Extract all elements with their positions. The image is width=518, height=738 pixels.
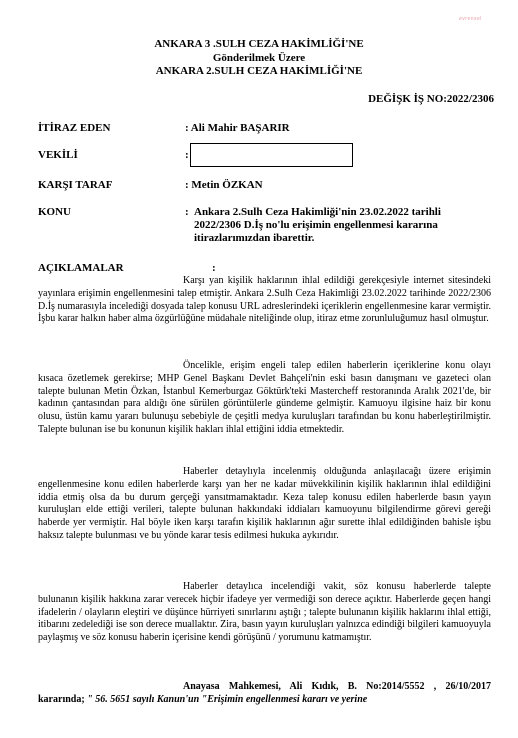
subject-text: Ankara 2.Sulh Ceza Hakimliği'nin 23.02.2022 tarihli 2022/2306 D.İş no'lu erişimin engellenmesi kararına itirazlarımızdan ibarettir. bbox=[194, 206, 441, 244]
subject-colon: : bbox=[185, 206, 189, 218]
explanations-label: AÇIKLAMALAR bbox=[38, 262, 124, 274]
opposing-party-value: : Metin ÖZKAN bbox=[185, 179, 263, 191]
paragraph-1: Karşı yan kişilik haklarının ihlal edildiği gerekçesiyle internet sitesindeki yayınlara erişimin engellenmesini talep etmiştir. Ankara 2.Sulh Ceza Hakimliği 23.02.2022 tarihinde 2022/2306 D.İş numarasıyla incelediği dosyada talep konusu URL adreslerindeki içeriklerin engellenmesine karar vermiştir. İşbu karar halkın haber alma özgürlüğüne müdahale niteliğinde olup, itiraz etme zorunluluğumuz hasıl olmuştur. bbox=[38, 275, 491, 325]
logo: evrensel bbox=[459, 16, 482, 22]
paragraph-2: Öncelikle, erişim engeli talep edilen haberlerin içeriklerine konu olayı kısaca özetlemek gerekirse; MHP Genel Başkanı Devlet Bahçeli'nin eski basın danışmanı ve gazeteci olan talepte bulunan Metin Özkan, İstanbul Kemerburgaz Göktürk'teki Mastercheff restoranında Aralık 2021'de, bir kadının çantasından para aldığı öne sürülen görüntülerle gündeme gelmiştir. Kamuoyu ilgisine haiz bir konu olusu, üstün kamu yararı bulunuşu sebebiyle de çeşitli medya kuruluşları tarafından bu konu haberleştirilmiştir. Talepte bulunan ise bu konunun kişilik hakları ihlal ettiğini iddia etmektedir. bbox=[38, 360, 491, 435]
paragraph-4: Haberler detaylıca incelendiği vakit, söz konusu haberlerde talepte bulunanın kişilik hakkına zarar verecek hiçbir ifadeye yer vermediği son derece açıktır. Haberlerde geçen hangi ifadelerin / olayların eleştiri ve düşünce hürriyeti sınırlarını aştığı ; talepte bulunanın kişilik haklarını ihlal ettiği, itibarını zedelediği ise son derece muallaktır. Zira, basın yayın kuruluşları yalnızca edindiği bilgileri kamuoyuyla paylaşmış ve söz konusu haberin içerisine kendi görüşünü / yorumunu katmamıştır. bbox=[38, 581, 491, 644]
objector-label: İTİRAZ EDEN bbox=[38, 122, 111, 134]
explanations-colon: : bbox=[212, 262, 216, 274]
attorney-colon: : bbox=[185, 149, 189, 161]
attorney-label: VEKİLİ bbox=[38, 149, 78, 161]
court-citation: Anayasa Mahkemesi, Ali Kıdık, B. No:2014/5552 , 26/10/2017 kararında; bbox=[38, 681, 491, 705]
court-heading-1: ANKARA 3 .SULH CEZA HAKİMLİĞİ'NE bbox=[154, 38, 364, 50]
paragraph-5 bbox=[38, 681, 491, 707]
subject-label: KONU bbox=[38, 206, 71, 218]
citation-quote: " 56. 5651 sayılı Kanun'un "Erişimin engellenmesi kararı ve yerine bbox=[84, 693, 368, 705]
court-heading-3: ANKARA 2.SULH CEZA HAKİMLİĞİ'NE bbox=[155, 65, 363, 77]
opposing-party-label: KARŞI TARAF bbox=[38, 179, 113, 191]
objector-value: : Ali Mahir BAŞARIR bbox=[185, 122, 290, 134]
attorney-redaction-box bbox=[190, 143, 353, 167]
paragraph-3: Haberler detaylıyla incelenmiş olduğunda anlaşılacağı üzere erişimin engellenmesine konu edilen haberlerde karşı yan her ne kadar müvekkilinin kişilik haklarının ihlal edildiğini iddia etmiş olsa da bu durum gerçeği yansıtmamaktadır. Keza talep konusu edilen haberlerde basın yayın kuruluşları elde ettiği verileri, talepte bulunan hakkındaki iddiaları kamuoyunu bilgilendirme görevi gereği haberde yer vermiştir. Hal böyle iken karşı tarafın kişilik haklarının ağır surette ihlal edildiğinden bahisle işbu haksız talepte bulunması ve bu yönde karar tesis edilmesi hukuka aykırıdır. bbox=[38, 466, 491, 541]
case-number: DEĞİŞK İŞ NO:2022/2306 bbox=[368, 93, 494, 105]
court-heading-2: Gönderilmek Üzere bbox=[212, 52, 306, 64]
